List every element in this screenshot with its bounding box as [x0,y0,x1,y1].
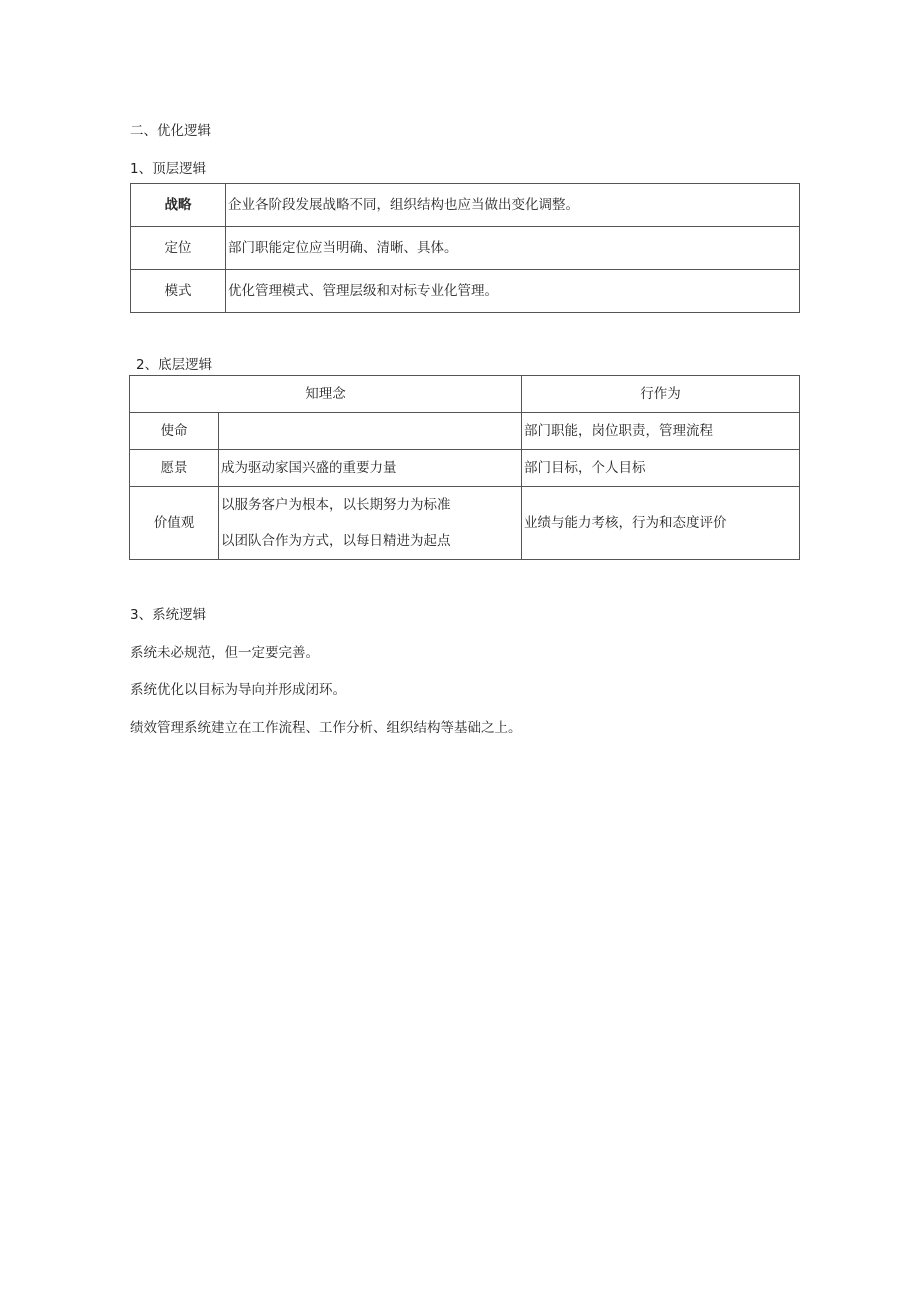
row-concept-vision: 成为驱动家国兴盛的重要力量 [219,450,522,487]
values-line-2: 以团队合作为方式，以每日精进为起点 [221,533,451,549]
header-concept: 知理念 [130,376,522,413]
section-heading: 二、优化逻辑 [130,123,211,139]
row-label-positioning: 定位 [131,227,226,270]
table-row [131,270,800,313]
system-paragraph-1: 系统未必规范，但一定要完善。 [130,645,319,661]
table-row [131,227,800,270]
table-header-row [130,376,800,413]
row-text-mode: 优化管理模式、管理层级和对标专业化管理。 [226,270,800,313]
system-logic-heading: 3、系统逻辑 [130,607,207,623]
table-row [130,487,800,560]
row-text-positioning: 部门职能定位应当明确、清晰、具体。 [226,227,800,270]
bottom-logic-heading: 2、底层逻辑 [136,357,213,373]
row-label-vision: 愿景 [130,450,219,487]
row-label-mode: 模式 [131,270,226,313]
row-label-mission: 使命 [130,413,219,450]
row-behavior-vision: 部门目标，个人目标 [522,450,800,487]
top-logic-heading: 1、顶层逻辑 [130,161,207,177]
row-concept-values [219,487,522,560]
system-paragraph-2: 系统优化以目标为导向并形成闭环。 [130,682,346,698]
row-label-strategy: 战略 [131,184,226,227]
table-row [130,450,800,487]
row-label-values: 价值观 [130,487,219,560]
header-behavior: 行作为 [522,376,800,413]
table-row [131,184,800,227]
row-behavior-values: 业绩与能力考核，行为和态度评价 [522,487,800,560]
system-paragraph-3: 绩效管理系统建立在工作流程、工作分析、组织结构等基础之上。 [130,720,522,736]
row-text-strategy: 企业各阶段发展战略不同，组织结构也应当做出变化调整。 [226,184,800,227]
top-logic-table [130,183,800,313]
table-row [130,413,800,450]
row-behavior-mission: 部门职能，岗位职责，管理流程 [522,413,800,450]
bottom-logic-table [129,375,800,560]
values-line-1: 以服务客户为根本，以长期努力为标准 [221,497,451,513]
row-concept-mission [219,413,522,450]
